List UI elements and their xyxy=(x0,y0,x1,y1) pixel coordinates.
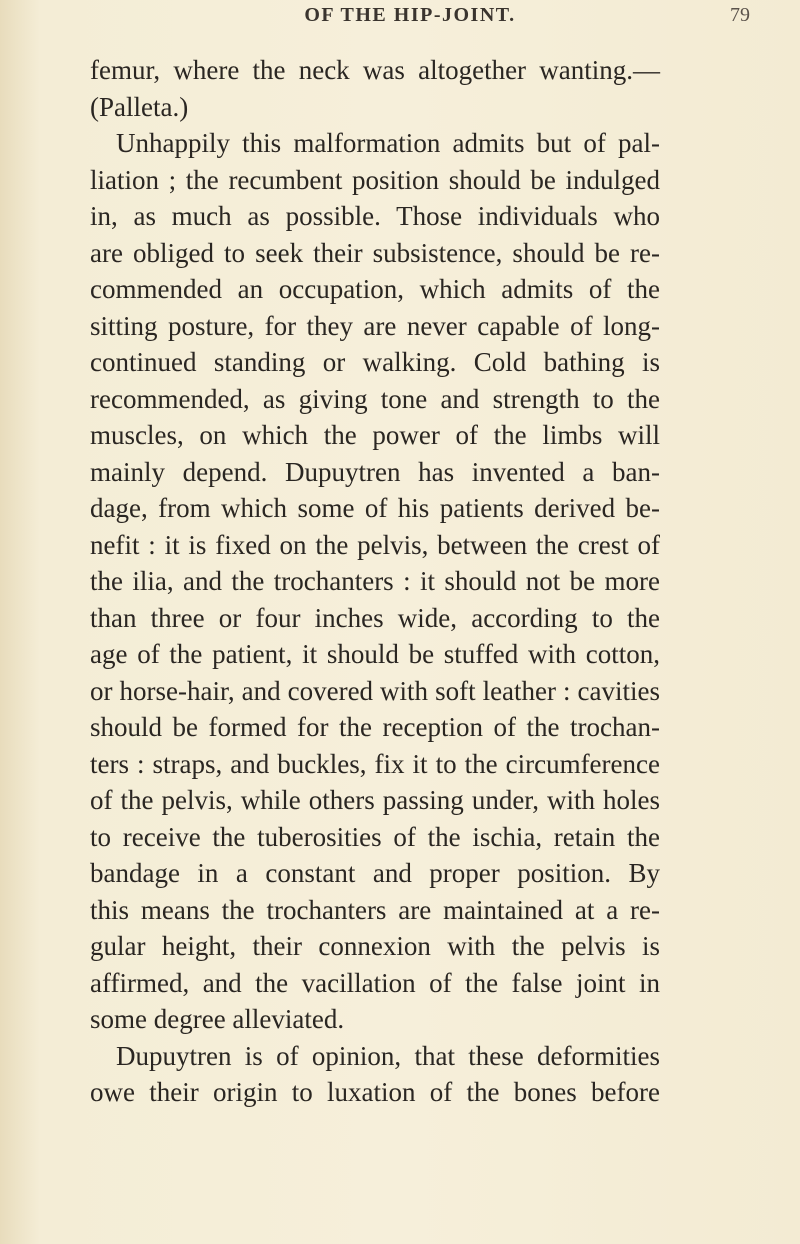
text-line: commended an occupation, which admits of the xyxy=(90,274,660,304)
text-line: should be formed for the reception of the trochan- xyxy=(90,712,660,742)
body-text xyxy=(90,52,660,1111)
text-line: liation ; the recumbent position should be indulged xyxy=(90,164,660,195)
text-line: this means the trochanters are maintained at a re- xyxy=(90,894,660,925)
text-line: are obliged to seek their subsistence, should be re- xyxy=(90,237,660,268)
text-line: owe their origin to luxation of the bones before xyxy=(90,1077,660,1107)
text-line: affirmed, and the vacillation of the false joint in xyxy=(90,967,660,998)
text-line: than three or four inches wide, according to the xyxy=(90,602,660,633)
text-line: ters : straps, and buckles, fix it to the circumference xyxy=(90,748,660,779)
text-line: sitting posture, for they are never capable of long- xyxy=(90,310,660,341)
paragraph-start-line: Dupuytren is of opinion, that these deformities xyxy=(116,1040,660,1071)
text-line: gular height, their connexion with the pelvis is xyxy=(90,931,660,961)
text-line: age of the patient, it should be stuffed with cotton, xyxy=(90,639,660,669)
text-line: or horse-hair, and covered with soft leather : cavities xyxy=(90,675,660,706)
text-line: dage, from which some of his patients derived be- xyxy=(90,493,660,523)
text-line: continued standing or walking. Cold bathing is xyxy=(90,347,660,377)
text-line: recommended, as giving tone and strength to the xyxy=(90,383,660,414)
text-line: nefit : it is fixed on the pelvis, between the crest of xyxy=(90,529,660,560)
text-line: of the pelvis, while others passing under, with holes xyxy=(90,785,660,815)
text-line: to receive the tuberosities of the ischia, retain the xyxy=(90,821,660,852)
text-line: the ilia, and the trochanters : it should not be more xyxy=(90,566,660,596)
text-line: some degree alleviated. xyxy=(90,1004,345,1034)
text-line: femur, where the neck was altogether wanting.— xyxy=(90,55,660,85)
paragraph-start-line: Unhappily this malformation admits but of pal- xyxy=(116,128,660,158)
running-title: OF THE HIP-JOINT. xyxy=(304,4,516,26)
text-line: bandage in a constant and proper position. By xyxy=(90,858,660,888)
running-head xyxy=(60,4,760,34)
text-line: muscles, on which the power of the limbs will xyxy=(90,420,660,450)
text-line: (Palleta.) xyxy=(90,91,189,122)
page-number: 79 xyxy=(730,4,750,26)
text-line: mainly depend. Dupuytren has invented a ban- xyxy=(90,456,660,487)
text-line: in, as much as possible. Those individuals who xyxy=(90,201,660,231)
